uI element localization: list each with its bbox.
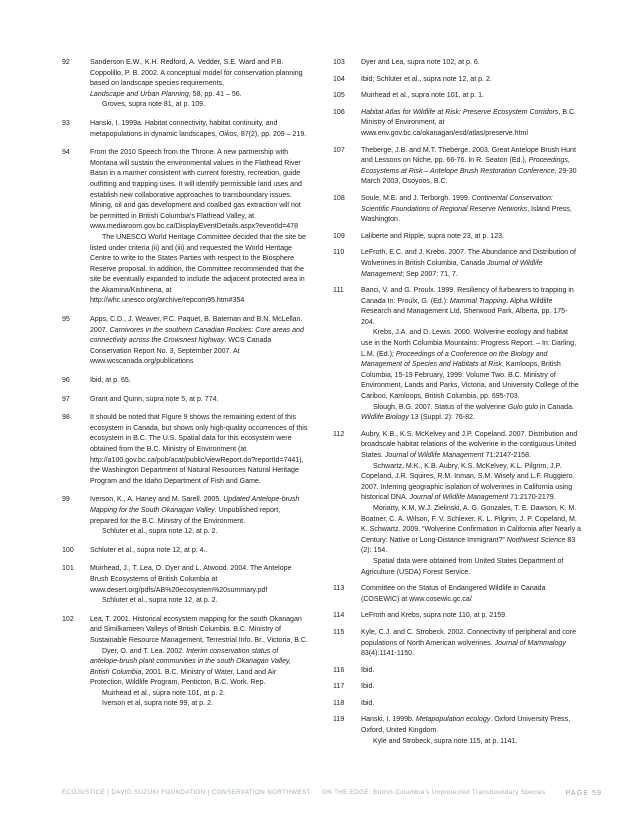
- citation-text: Laliberte and Ripple, supra note 23, at p. 123.: [361, 232, 504, 240]
- citation-text: Schluter et al., supra note 12, at p. 2.: [102, 597, 218, 605]
- footnote-text: [90, 148, 308, 233]
- citation-text: Soule, M.E. and J. Terborgh. 1999.: [361, 194, 472, 202]
- citation-text: 83(4):1141-1150.: [361, 650, 415, 658]
- footnote-number: 103: [333, 59, 345, 66]
- citation-text: From the 2010 Speech from the Throne. A new partnership with Montana will sustain the environmental values in the Flathead River Basin in a manner consistent with current forestry, recreation, guide outfitting and trapping uses. It will identify permissible land uses and establish new collaborative approaches to transboundary issues. Mining, oil and gas development and coalbed gas extraction will not be permitted in British Columbia’s Flathead Valley, at www.mediaroom.gov.bc.ca/DisplayEventDetails.aspx?eventId=478: [90, 149, 302, 231]
- footnote-text: [361, 286, 581, 328]
- citation-text: Schluter et al., supra note 12, at p. 2.: [102, 528, 218, 536]
- footnote-number: 114: [333, 612, 345, 620]
- citation-text: 13 (Suppl. 2): 76-82.: [408, 414, 475, 422]
- citation-text: ; Sep 2007: 71, 7.: [402, 270, 458, 278]
- footnote-text: [90, 527, 308, 538]
- footnote-number: 97: [62, 395, 70, 403]
- footnote: [333, 194, 581, 226]
- footnote-number: 118: [333, 699, 345, 707]
- footnote: [62, 413, 308, 487]
- citation-text: Grant and Quinn, supra note 5, at p. 774.: [90, 395, 219, 403]
- footnote: [333, 286, 581, 424]
- citation-text: 71:2147-2158.: [483, 452, 531, 459]
- footnote-text: [90, 100, 308, 111]
- footnote: [333, 232, 581, 243]
- footnote-text: [90, 647, 308, 689]
- footnote-text: [361, 715, 581, 736]
- footnote-text: [90, 376, 308, 387]
- footnote: [333, 682, 581, 693]
- citation-text: Spatial data were obtained from United States Department of Agriculture (USDA) Forest Service.: [361, 557, 564, 576]
- footnote: [333, 146, 581, 188]
- footnote-text: [361, 430, 581, 462]
- footnote-text: [361, 248, 581, 280]
- footnote-number: 111: [333, 287, 344, 295]
- footnote-text: [90, 315, 308, 368]
- footnote-number: 107: [333, 146, 345, 154]
- citation-text: Krebs, J.A. and D. Lewis. 2000. Wolverine ecology and habitat use in the North Columbia Mountains: Progress Report. – In: Darling, L.M. (Ed.);: [361, 329, 577, 358]
- footnote: [333, 628, 581, 660]
- citation-title: Journal of Mammalogy: [494, 639, 566, 647]
- footnote-number: 100: [62, 546, 74, 554]
- footnote: [62, 376, 308, 387]
- citation-text: Ibid.: [361, 683, 375, 691]
- citation-title: Metapopulation ecology: [415, 716, 491, 724]
- footnote-number: 99: [62, 496, 70, 504]
- citation-text: . Alpha Wildlife Research and Management Ltd, Sherwood Park, Alberta, pp. 175-204.: [361, 297, 568, 326]
- footer-organizations: ECOJUSTICE | DAVID SUZUKI FOUNDATION | CONSERVATION NORTHWEST: [62, 789, 311, 796]
- footnote: [62, 564, 308, 606]
- footnote-text: [361, 146, 581, 188]
- citation-text: 83 (2): 154.: [361, 536, 576, 555]
- footnote: [62, 58, 308, 111]
- footnote-text: [361, 628, 581, 660]
- footnote: [333, 58, 581, 69]
- citation-title: Proceedings, Ecosystems at Risk – Antelope Brush Restoration Conference: [361, 157, 570, 175]
- citation-text: Schluter et al., supra note 12, at p. 4..: [90, 546, 208, 554]
- footnote: [333, 699, 581, 710]
- footnote: [62, 495, 308, 537]
- citation-title: Journal of Wildlife Management: [361, 259, 543, 278]
- footnote-number: 109: [333, 232, 345, 240]
- footnote-text: [90, 495, 308, 527]
- footnote-number: 113: [333, 585, 345, 593]
- footnote-text: [90, 689, 308, 700]
- footnote-number: 98: [62, 414, 70, 422]
- footnote-number: 119: [333, 716, 345, 724]
- citation-title: Habitat Atlas for Wildlife at Risk: Preserve Ecosystem Corridors: [361, 108, 559, 116]
- footnote-text: [90, 413, 308, 487]
- citation-text: in Canada.: [537, 403, 574, 411]
- footnote-number: 108: [333, 194, 345, 202]
- citation-title: Interim conservation status of antelope-brush plant communities in the south Okanagan Valley, British Columbia: [90, 647, 291, 676]
- footnote-text: [90, 564, 308, 596]
- footnote: [333, 666, 581, 677]
- citation-text: , 2001. B.C. Ministry of Water, Land and Air Protection, Wildlife Program, Penticton, B.C. Work. Rep.: [90, 668, 277, 687]
- citation-text: Kyle and Strobeck, supra note 115, at p. 1141.: [373, 737, 518, 745]
- citation-text: Aubry, K.B., K.S. McKelvey and J.P. Copeland. 2007. Distribution and broadscale habitat relations of the wolverine in the contiguous United States.: [361, 430, 578, 459]
- citation-text: Muirhead et al., supra note 101, at p. 2.: [102, 689, 226, 697]
- right-column: [333, 58, 581, 753]
- citation-text: , B.C. Ministry of Environment, at www.env.gov.bc.ca/okanagan/esd/atlas/preserve.html: [361, 108, 577, 137]
- citation-text: Theberge, J.B. and M.T. Theberge. 2003. Great Antelope Brush Hunt and Lessons on Niche, pp. 66-76. In R. Seaton (Ed.),: [361, 146, 576, 165]
- citation-text: Dyer, O. and T. Lea. 2002.: [102, 647, 187, 655]
- citation-text: Kyle, C.J. and C. Strobeck. 2002. Connectivity of peripheral and core populations of North American wolverines.: [361, 628, 577, 647]
- footnote-text: [361, 403, 581, 424]
- footnote-text: [361, 328, 581, 402]
- footnote-text: [90, 90, 308, 101]
- footnote-text: [361, 584, 581, 605]
- footnote: [333, 611, 581, 622]
- citation-text: Moriarty, K.M, W.J. Zielinski, A. G. Gonzales, T. E. Dawson, K. M. Boatner, C. A. Wilson, F. V. Schlexer, K. L. Pilgrim, J. P. Copeland, M. K. Schwartz. 2009. “Wolverine Confirmation in California after Nearly a Century: Native or Long-Distance Immigrant?”: [361, 504, 581, 544]
- citation-text: Ibid, at p. 65.: [90, 377, 131, 385]
- footnote: [62, 119, 308, 140]
- footnote-number: 105: [333, 92, 345, 100]
- footnote-text: [90, 119, 308, 140]
- citation-text: Iverson, K., A. Haney and M. Sarell. 2005.: [90, 496, 224, 504]
- page-number: PAGE 59: [565, 788, 602, 797]
- footnote-number: 96: [62, 377, 70, 385]
- citation-title: Proceedings of a Conference on the Biology and Management of Species and Habitats at Risk: [361, 350, 548, 369]
- footnote-number: 104: [333, 75, 345, 83]
- citation-text: Muirhead, J., T. Lea, O. Dyer and L. Atwood. 2004. The Antelope Brush Ecosystems of British Columbia at www.desert.org/pdfs/AB%20ecosystem%20summary.pdf: [90, 565, 292, 594]
- citation-title: Journal of Wildlife Management: [409, 494, 509, 502]
- citation-text: Sanderson E.W., K.H. Redford, A. Vedder, S.E. Ward and P.B. Coppolillo, P. B. 2002. A conceptual model for conservation planning based on landscape species requirements,: [90, 59, 303, 88]
- footnote-text: [90, 395, 308, 406]
- footnote-text: [361, 232, 581, 243]
- footnote-text: [90, 699, 308, 710]
- citation-title: Gulo gulo: [507, 403, 538, 411]
- citation-title: Wildlife Biology: [361, 414, 409, 422]
- footnote-text: [90, 546, 308, 557]
- citation-text: Lea, T. 2001. Historical ecosystem mapping for the south Okanagan and Similkameen Valleys of British Columbia. B.C. Ministry of Sustainable Resource Management, Terrestrial Info. Br., Victoria, B.C.: [90, 615, 308, 644]
- left-column: [62, 58, 308, 718]
- footnote-text: [361, 666, 581, 677]
- footnote-text: [361, 194, 581, 226]
- footnote-number: 117: [333, 683, 345, 691]
- citation-text: , 58, pp. 41 – 56.: [188, 90, 242, 98]
- citation-text: , 29-30 March 2003, Osoyoos, B.C.: [361, 167, 577, 186]
- citation-text: Groves, supra note 81, at p. 109.: [102, 101, 206, 109]
- footnote-text: [361, 462, 581, 504]
- footnote-text: [361, 699, 581, 710]
- footnote-text: [361, 682, 581, 693]
- footnote: [333, 108, 581, 140]
- page-footer: [62, 789, 602, 801]
- footnote-text: [90, 58, 308, 90]
- footnote-text: [361, 75, 581, 86]
- citation-text: Ibid.: [361, 666, 375, 674]
- footnote-number: 92: [62, 59, 70, 66]
- footnote-text: [90, 596, 308, 607]
- citation-text: Hanski, I. 1999b.: [361, 716, 416, 724]
- footnote: [62, 315, 308, 368]
- footnote: [62, 148, 308, 307]
- citation-title: Carnivores in the southern Canadian Rockies: Core areas and connectivity across the Crowsnest highway: [90, 326, 304, 345]
- footnote-number: 93: [62, 119, 70, 127]
- citation-text: , Kamloops, British Columbia, 15-19 February, 1999. Volume Two. B.C. Ministry of Environment, Lands and Parks, Victoria, and University College of the Cariboo, Kamloops, British Columbia, pp. 695-703.: [361, 361, 579, 401]
- footnote-text: [361, 108, 581, 140]
- footnote-text: [361, 557, 581, 578]
- footnote-text: [361, 504, 581, 557]
- citation-text: Ibid; Schluter et al., supra note 12, at p. 2.: [361, 75, 492, 83]
- citation-text: Apps, C.D., J. Weaver, P.C. Paquet, B. Bateman and B.N. McLellan. 2007.: [90, 316, 303, 334]
- footnote-number: 94: [62, 149, 70, 157]
- footnote-text: [361, 58, 581, 69]
- footnote-number: 102: [62, 615, 74, 623]
- footer-publication-title: ON THE EDGE: British Columbia’s Unprotected Transboundary Species: [322, 789, 546, 796]
- footnote-number: 101: [62, 565, 74, 573]
- citation-text: . Oxford University Press, Oxford, United Kingdom.: [361, 716, 571, 735]
- footnote: [62, 395, 308, 406]
- footnote: [333, 248, 581, 280]
- citation-text: LeFroth, E.C. and J. Krebs. 2007. The Abundance and Distribution of Wolverines in British Columbia, Canada: [361, 249, 576, 267]
- citation-text: It should be noted that Figure 9 shows the remaining extent of this ecosystem in Canada, but shows only high-quality occurrences of this ecosystem in B.C. The U.S. Spatial data for this ecosystem were obtained from the B.C. Ministry of Environment (at http://a100.gov.bc.ca/pub/acat/public/viewReport.do?reportId=7441), the Washington Department of Natural Resources Natural Heritage Program and the Idaho Department of Fish and Game.: [90, 414, 308, 485]
- footnote: [62, 615, 308, 710]
- citation-title: Mammal Trapping: [449, 297, 507, 305]
- citation-text: Committee on the Status of Endangered Wildlife in Canada (COSEWIC) at www.cosewic.gc.ca/: [361, 585, 546, 603]
- citation-title: Northwest Science: [506, 536, 566, 544]
- footnote: [62, 546, 308, 557]
- citation-text: LeFroth and Krebs, supra note 110, at p. 2159.: [361, 612, 507, 620]
- citation-text: . Unpublished report, prepared for the B.C. Ministry of the Environment.: [90, 506, 281, 525]
- footnote: [333, 715, 581, 747]
- citation-text: The UNESCO World Heritage Committee decided that the site be listed under criteria (ii) and (iii) and requested the World Heritage Centre to write to the States Parties with respect to the Biosphere Reserve proposal. In addition, the Committee recommended that the site be eventually expanded to include the adjacent protected area in the Akamina/Kishinena, at http://whc.unesco.org/archive/repcom95.htm#354: [90, 233, 306, 305]
- citation-text: . WCS Canada Conservation Report No. 3, September 2007. At www.wcscanada.org/publications: [90, 337, 272, 366]
- citation-text: , 87(2), pp. 209 – 219.: [236, 130, 307, 138]
- footnote-text: [90, 615, 308, 647]
- footnote-text: [90, 233, 308, 307]
- footnote-number: 112: [333, 430, 345, 438]
- citation-text: Schwartz, M.K., K.B. Aubry, K.S. McKelvey, K.L. Pilgrim, J.P. Copeland, J.R. Squires, R.M. Inman, S.M. Wisely and L.F. Ruggiero. 2007. Inferring geographic isolation of wolverines in California using historical DNA.: [361, 462, 575, 502]
- footnote-number: 106: [333, 108, 345, 116]
- citation-title: Journal of Wildlife Management: [384, 452, 484, 459]
- citation-text: Muirhead et al., supra note 101, at p. 1.: [361, 92, 485, 100]
- citation-text: Hanski, I. 1999a. Habitat connectivity, habitat continuity, and metapopulations in dynamic landscapes,: [90, 119, 278, 138]
- citation-text: Banci, V. and G. Proulx. 1999. Resiliency of furbearers to trapping in Canada In: Proulx, G. (Ed.):: [361, 287, 574, 305]
- citation-text: Ibid.: [361, 699, 375, 707]
- citation-text: , Island Press, Washington.: [361, 205, 572, 224]
- citation-text: Dyer and Lea, supra note 102, at p. 6.: [361, 59, 480, 66]
- footnote: [333, 75, 581, 86]
- footnote: [333, 91, 581, 102]
- citation-text: 71:2170-2179.: [508, 494, 556, 502]
- citation-title: Continental Conservation: Scientific Foundations of Regional Reserve Networks: [361, 194, 553, 213]
- footnote-number: 95: [62, 316, 70, 324]
- citation-title: Landscape and Urban Planning: [90, 90, 189, 98]
- footnote-number: 115: [333, 628, 345, 636]
- footnote-number: 110: [333, 249, 345, 257]
- footnote-text: [361, 611, 581, 622]
- footnote-text: [361, 737, 581, 748]
- citation-title: Oikos: [218, 130, 237, 138]
- citation-text: Slough, B.G. 2007. Status of the wolverine: [373, 403, 508, 411]
- citation-title: Updated Antelope-brush Mapping for the South Okanagan Valley: [90, 496, 300, 514]
- citation-text: Iverson et al, supra note 99, at p. 2.: [102, 700, 213, 708]
- footnote: [333, 430, 581, 578]
- footnote: [333, 584, 581, 605]
- footnote-text: [361, 91, 581, 102]
- footnote-number: 116: [333, 666, 345, 674]
